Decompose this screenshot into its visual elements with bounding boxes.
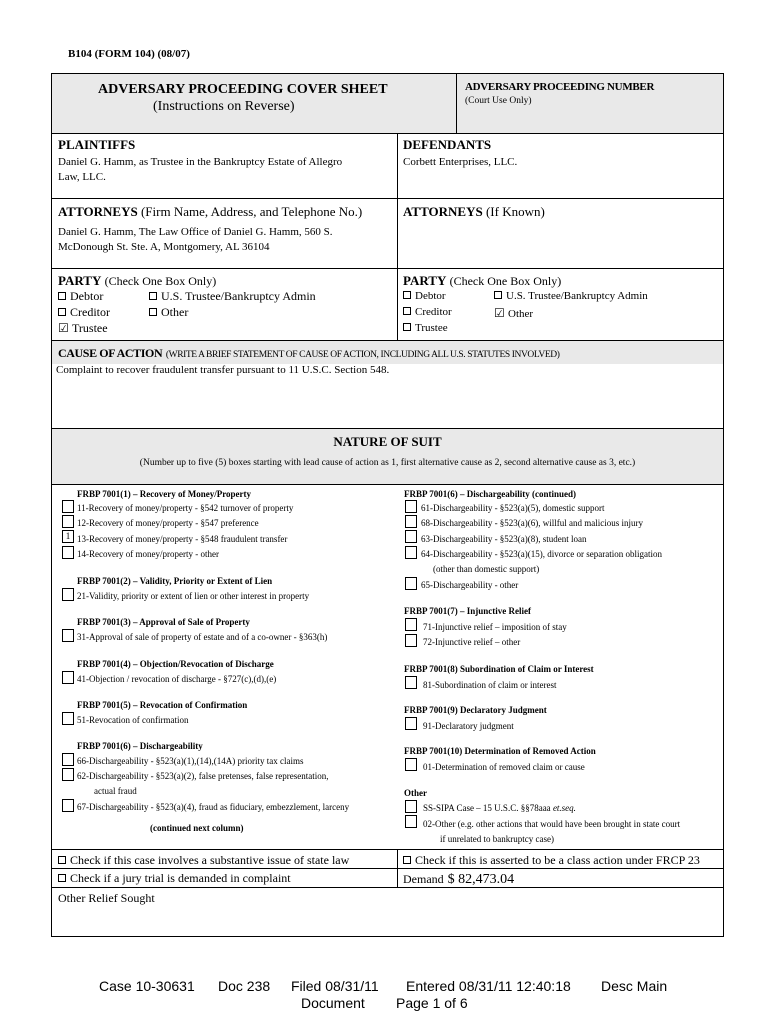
item-31: 31-Approval of sale of property of estate and of a co-owner - §363(h) xyxy=(77,632,328,642)
other-relief-label: Other Relief Sought xyxy=(58,891,155,905)
item-71: 71-Injunctive relief – imposition of stay xyxy=(423,622,567,632)
checkbox-icon xyxy=(403,291,411,299)
left-heading-7001-1: FRBP 7001(1) – Recovery of Money/Property xyxy=(77,489,252,499)
item-81: 81-Subordination of claim or interest xyxy=(423,680,557,690)
checked-checkbox-icon: ☑ xyxy=(494,306,505,320)
item-67: 67-Dischargeability - §523(a)(4), fraud as fiduciary, embezzlement, larceny xyxy=(77,802,350,812)
item-41: 41-Objection / revocation of discharge - §727(c),(d),(e) xyxy=(77,674,277,684)
item-68: 68-Dischargeability - §523(a)(6), willful and malicious injury xyxy=(421,518,644,528)
checkbox-01[interactable] xyxy=(405,758,417,771)
right-heading-7001-8: FRBP 7001(8) Subordination of Claim or Interest xyxy=(404,664,594,674)
item-51: 51-Revocation of confirmation xyxy=(77,715,189,725)
attorneys-right-note: (If Known) xyxy=(485,204,545,219)
item-91: 91-Declaratory judgment xyxy=(423,721,514,731)
item-ss: SS-SIPA Case – 15 U.S.C. §§78aaa et.seq. xyxy=(423,803,576,813)
party-right-ust[interactable]: U.S. Trustee/Bankruptcy Admin xyxy=(494,290,648,302)
checkbox-65[interactable] xyxy=(405,577,417,590)
left-heading-7001-4: FRBP 7001(4) – Objection/Revocation of Discharge xyxy=(77,659,274,669)
plaintiffs-label: PLAINTIFFS xyxy=(58,137,136,152)
item-11: 11-Recovery of money/property - §542 turnover of property xyxy=(77,503,294,513)
party-left-heading xyxy=(58,273,216,289)
item-66: 66-Dischargeability - §523(a)(1),(14),(14A) priority tax claims xyxy=(77,756,304,766)
party-left-label: PARTY xyxy=(58,273,102,288)
proceeding-number-label: ADVERSARY PROCEEDING NUMBER xyxy=(465,81,655,93)
checkbox-72[interactable] xyxy=(405,634,417,647)
checkbox-63[interactable] xyxy=(405,530,417,543)
item-21: 21-Validity, priority or extent of lien or other interest in property xyxy=(77,591,310,601)
cause-heading xyxy=(58,344,559,362)
demand-field[interactable] xyxy=(403,870,514,888)
jury-trial-check[interactable]: Check if a jury trial is demanded in complaint xyxy=(58,871,291,886)
item-62-cont: actual fraud xyxy=(94,786,137,796)
form-title: ADVERSARY PROCEEDING COVER SHEET xyxy=(98,82,388,97)
party-left-ust[interactable]: U.S. Trustee/Bankruptcy Admin xyxy=(149,289,316,304)
checkbox-41[interactable] xyxy=(62,671,74,684)
footer-doc: Doc 238 xyxy=(218,978,271,994)
checkbox-67[interactable] xyxy=(62,799,74,812)
attorneys-left-line1: Daniel G. Hamm, The Law Office of Daniel G. Hamm, 560 S. xyxy=(58,226,333,238)
checkbox-icon xyxy=(58,874,66,882)
right-heading-other: Other xyxy=(404,788,427,798)
defendants-label: DEFENDANTS xyxy=(403,137,492,152)
checkbox-ss[interactable] xyxy=(405,800,417,813)
checkbox-icon xyxy=(403,307,411,315)
attorneys-left-note: (Firm Name, Address, and Telephone No.) xyxy=(140,204,363,219)
checkbox-icon xyxy=(494,291,502,299)
party-left-other[interactable]: Other xyxy=(149,305,188,320)
continued-note: (continued next column) xyxy=(150,823,244,833)
footer-entered: Entered 08/31/11 12:40:18 xyxy=(406,978,571,994)
attorneys-left-label: ATTORNEYS xyxy=(58,204,138,219)
item-02: 02-Other (e.g. other actions that would have been brought in state court xyxy=(423,819,681,829)
checkbox-66[interactable] xyxy=(62,753,74,766)
court-use-note: (Court Use Only) xyxy=(465,96,532,106)
attorneys-left-line2: McDonough St. Ste. A, Montgomery, AL 36104 xyxy=(58,241,270,253)
checkbox-icon xyxy=(149,292,157,300)
checkbox-21[interactable] xyxy=(62,588,74,601)
item-02-cont: if unrelated to bankruptcy case) xyxy=(440,834,554,844)
footer-document: Document xyxy=(301,995,365,1011)
item-01: 01-Determination of removed claim or cause xyxy=(423,762,585,772)
item-62: 62-Dischargeability - §523(a)(2), false pretenses, false representation, xyxy=(77,771,329,781)
attorneys-left-heading xyxy=(58,204,362,220)
left-heading-7001-2: FRBP 7001(2) – Validity, Priority or Extent of Lien xyxy=(77,576,273,586)
cover-sheet xyxy=(51,73,724,937)
checkbox-icon xyxy=(58,856,66,864)
checkbox-62[interactable] xyxy=(62,768,74,781)
item-14: 14-Recovery of money/property - other xyxy=(77,549,219,559)
checkbox-11[interactable] xyxy=(62,500,74,513)
left-heading-7001-3: FRBP 7001(3) – Approval of Sale of Property xyxy=(77,617,250,627)
checkbox-14[interactable] xyxy=(62,546,74,559)
party-right-debtor[interactable]: Debtor xyxy=(403,290,446,302)
checkbox-13[interactable]: 1 xyxy=(62,530,74,543)
checkbox-icon xyxy=(403,323,411,331)
plaintiffs-line1: Daniel G. Hamm, as Trustee in the Bankruptcy Estate of Allegro xyxy=(58,156,343,168)
checked-checkbox-icon: ☑ xyxy=(58,321,69,335)
footer-filed: Filed 08/31/11 xyxy=(291,978,379,994)
right-heading-7001-6c: FRBP 7001(6) – Dischargeability (continued) xyxy=(404,489,576,499)
right-heading-7001-10: FRBP 7001(10) Determination of Removed Action xyxy=(404,746,596,756)
party-left-trustee[interactable]: ☑ Trustee xyxy=(58,321,108,335)
cause-text: Complaint to recover fraudulent transfer pursuant to 11 U.S.C. Section 548. xyxy=(56,364,390,376)
party-right-trustee[interactable]: Trustee xyxy=(403,322,448,334)
defendants-value: Corbett Enterprises, LLC. xyxy=(403,156,518,168)
attorneys-right-label: ATTORNEYS xyxy=(403,204,483,219)
footer-desc: Desc Main xyxy=(601,978,668,994)
item-64: 64-Dischargeability - §523(a)(15), divorce or separation obligation xyxy=(421,549,663,559)
checkbox-81[interactable] xyxy=(405,676,417,689)
item-63: 63-Dischargeability - §523(a)(8), student loan xyxy=(421,534,587,544)
state-law-check[interactable]: Check if this case involves a substantive issue of state law xyxy=(58,853,349,868)
left-heading-7001-6: FRBP 7001(6) – Dischargeability xyxy=(77,741,203,751)
right-heading-7001-9: FRBP 7001(9) Declaratory Judgment xyxy=(404,705,547,715)
left-heading-7001-5: FRBP 7001(5) – Revocation of Confirmation xyxy=(77,700,248,710)
party-right-label: PARTY xyxy=(403,273,447,288)
checkbox-68[interactable] xyxy=(405,515,417,528)
party-right-heading xyxy=(403,273,561,289)
footer-case: Case 10-30631 xyxy=(99,978,195,994)
party-left-note: (Check One Box Only) xyxy=(104,274,217,288)
checkbox-71[interactable] xyxy=(405,618,417,631)
item-72: 72-Injunctive relief – other xyxy=(423,637,521,647)
checkbox-icon xyxy=(149,308,157,316)
right-heading-7001-7: FRBP 7001(7) – Injunctive Relief xyxy=(404,606,531,616)
checkbox-51[interactable] xyxy=(62,712,74,725)
checkbox-icon xyxy=(58,308,66,316)
checkbox-61[interactable] xyxy=(405,500,417,513)
checkbox-02[interactable] xyxy=(405,815,417,828)
checkbox-31[interactable] xyxy=(62,629,74,642)
form-id: B104 (FORM 104) (08/07) xyxy=(68,48,190,60)
checkbox-icon xyxy=(58,292,66,300)
footer-page: Page 1 of 6 xyxy=(396,995,468,1011)
checkbox-icon xyxy=(403,856,411,864)
demand-label: Demand xyxy=(403,872,444,886)
item-61: 61-Dischargeability - §523(a)(5), domestic support xyxy=(421,503,605,513)
item-64-cont: (other than domestic support) xyxy=(433,564,540,574)
party-left-debtor[interactable]: Debtor xyxy=(58,289,103,304)
attorneys-right-heading xyxy=(403,204,545,220)
nature-note: (Number up to five (5) boxes starting with lead cause of action as 1, first alternative cause as 2, second alternative cause as 3, etc.) xyxy=(139,458,636,468)
item-65: 65-Dischargeability - other xyxy=(421,580,519,590)
checkbox-91[interactable] xyxy=(405,717,417,730)
checkbox-12[interactable] xyxy=(62,515,74,528)
party-right-note: (Check One Box Only) xyxy=(449,274,562,288)
form-subtitle: (Instructions on Reverse) xyxy=(153,99,295,114)
nature-title: NATURE OF SUIT xyxy=(333,434,442,449)
party-right-creditor[interactable]: Creditor xyxy=(403,306,452,318)
demand-value: $ 82,473.04 xyxy=(447,872,515,887)
class-action-check[interactable]: Check if this is asserted to be a class action under FRCP 23 xyxy=(403,853,700,868)
party-left-creditor[interactable]: Creditor xyxy=(58,305,110,320)
plaintiffs-line2: Law, LLC. xyxy=(58,171,106,183)
cause-note: (WRITE A BRIEF STATEMENT OF CAUSE OF ACTION, INCLUDING ALL U.S. STATUTES INVOLVED) xyxy=(165,350,560,360)
item-12: 12-Recovery of money/property - §547 preference xyxy=(77,518,259,528)
party-right-other[interactable]: ☑ Other xyxy=(494,306,534,320)
cause-label: CAUSE OF ACTION xyxy=(58,346,163,360)
checkbox-64[interactable] xyxy=(405,546,417,559)
item-13: 13-Recovery of money/property - §548 fraudulent transfer xyxy=(77,534,288,544)
